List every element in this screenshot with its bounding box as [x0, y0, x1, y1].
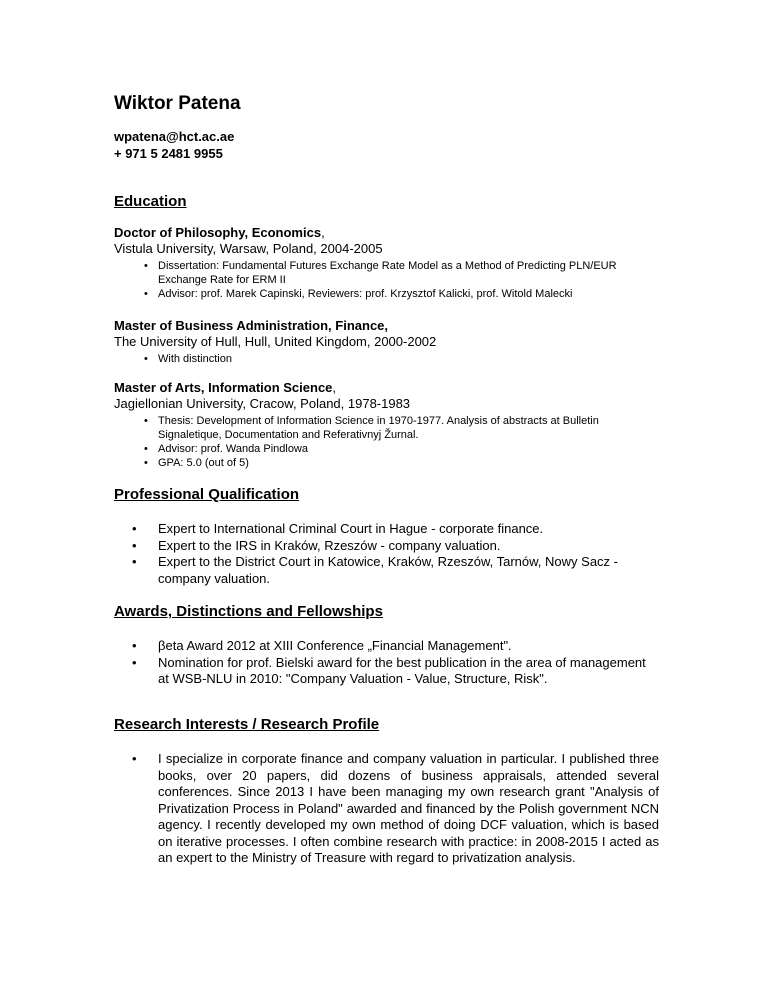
email-link[interactable]: wpatena@hct.ac.ae	[114, 129, 235, 144]
education-section	[114, 192, 659, 211]
degree-place: Vistula University, Warsaw, Poland, 2004-2005	[114, 241, 383, 256]
degree-details	[114, 414, 659, 470]
education-entry: Master of Arts, Information Science, Jagiellonian University, Cracow, Poland, 1978-1983 • Thesis: Development of Information Science in 1970-1977. Analysis of abstracts at Bulletin Signaletique, Documentation and Referativnyj Žurnal. • Advisor: prof. Wanda Pindlowa • GPA: 5.0 (out of 5)	[114, 380, 659, 470]
degree-place: Jagiellonian University, Cracow, Poland, 1978-1983	[114, 396, 411, 411]
list-item: • Advisor: prof. Marek Capinski, Reviewers: prof. Krzysztof Kalicki, prof. Witold Malecki	[158, 287, 659, 301]
research-section	[114, 715, 659, 734]
person-name: Wiktor Patena	[114, 93, 241, 114]
qualification-heading: Professional Qualification	[114, 486, 300, 503]
list-item: • With distinction	[158, 352, 659, 366]
list-item: • Expert to International Criminal Court in Hague - corporate finance.	[158, 521, 659, 538]
list-item: • I specialize in corporate finance and company valuation in particular. I published three books, over 20 papers, did dozens of business appraisals, attended several conferences. Since 2013 I have been managing my own research grant "Analysis of Privatization Process in Poland" awarded and financed by the Polish government NCN agency. I recently developed my own method of doing DCF valuation, which is based on iterative processes. I often combine research with practice: in 2008-2015 I acted as an expert to the Ministry of Treasure with regard to privatization analysis.	[158, 751, 659, 867]
degree-title: Doctor of Philosophy, Economics	[114, 225, 322, 240]
list-item: • Expert to the IRS in Kraków, Rzeszów - company valuation.	[158, 538, 659, 555]
list-item: • Dissertation: Fundamental Futures Exchange Rate Model as a Method of Predicting PLN/EUR Exchange Rate for ERM II	[158, 259, 659, 287]
degree-details	[114, 352, 659, 366]
list-item: • GPA: 5.0 (out of 5)	[158, 456, 659, 470]
awards-section	[114, 602, 659, 621]
list-item: • Expert to the District Court in Katowice, Kraków, Rzeszów, Tarnów, Nowy Sacz - company valuation.	[158, 554, 659, 587]
list-item: • Thesis: Development of Information Science in 1970-1977. Analysis of abstracts at Bulletin Signaletique, Documentation and Referativnyj Žurnal.	[158, 414, 659, 442]
list-item: • βeta Award 2012 at XIII Conference „Financial Management".	[158, 638, 659, 655]
education-entry	[114, 318, 659, 366]
research-heading: Research Interests / Research Profile	[114, 716, 380, 733]
education-heading: Education	[114, 193, 187, 210]
qualification-section	[114, 485, 659, 504]
degree-details	[114, 259, 659, 301]
degree-title: Master of Arts, Information Science	[114, 380, 333, 395]
list-item: • Nomination for prof. Bielski award for the best publication in the area of management at WSB-NLU in 2010: "Company Valuation - Value, Structure, Risk".	[158, 655, 659, 688]
phone-number: + 971 5 2481 9955	[114, 146, 223, 161]
awards-list	[114, 638, 659, 688]
degree-place: The University of Hull, Hull, United Kingdom, 2000-2002	[114, 334, 437, 349]
awards-heading: Awards, Distinctions and Fellowships	[114, 603, 383, 620]
research-list	[114, 751, 659, 867]
degree-title: Master of Business Administration, Finance,	[114, 318, 389, 333]
list-item: • Advisor: prof. Wanda Pindlowa	[158, 442, 659, 456]
education-entry: Doctor of Philosophy, Economics, Vistula University, Warsaw, Poland, 2004-2005 • Dissertation: Fundamental Futures Exchange Rate Model as a Method of Predicting PLN/EUR Exchange Rate for ERM II • Advisor: prof. Marek Capinski, Reviewers: prof. Krzysztof Kalicki, prof. Witold Malecki	[114, 225, 659, 301]
header	[114, 92, 659, 162]
qualification-list	[114, 521, 659, 587]
